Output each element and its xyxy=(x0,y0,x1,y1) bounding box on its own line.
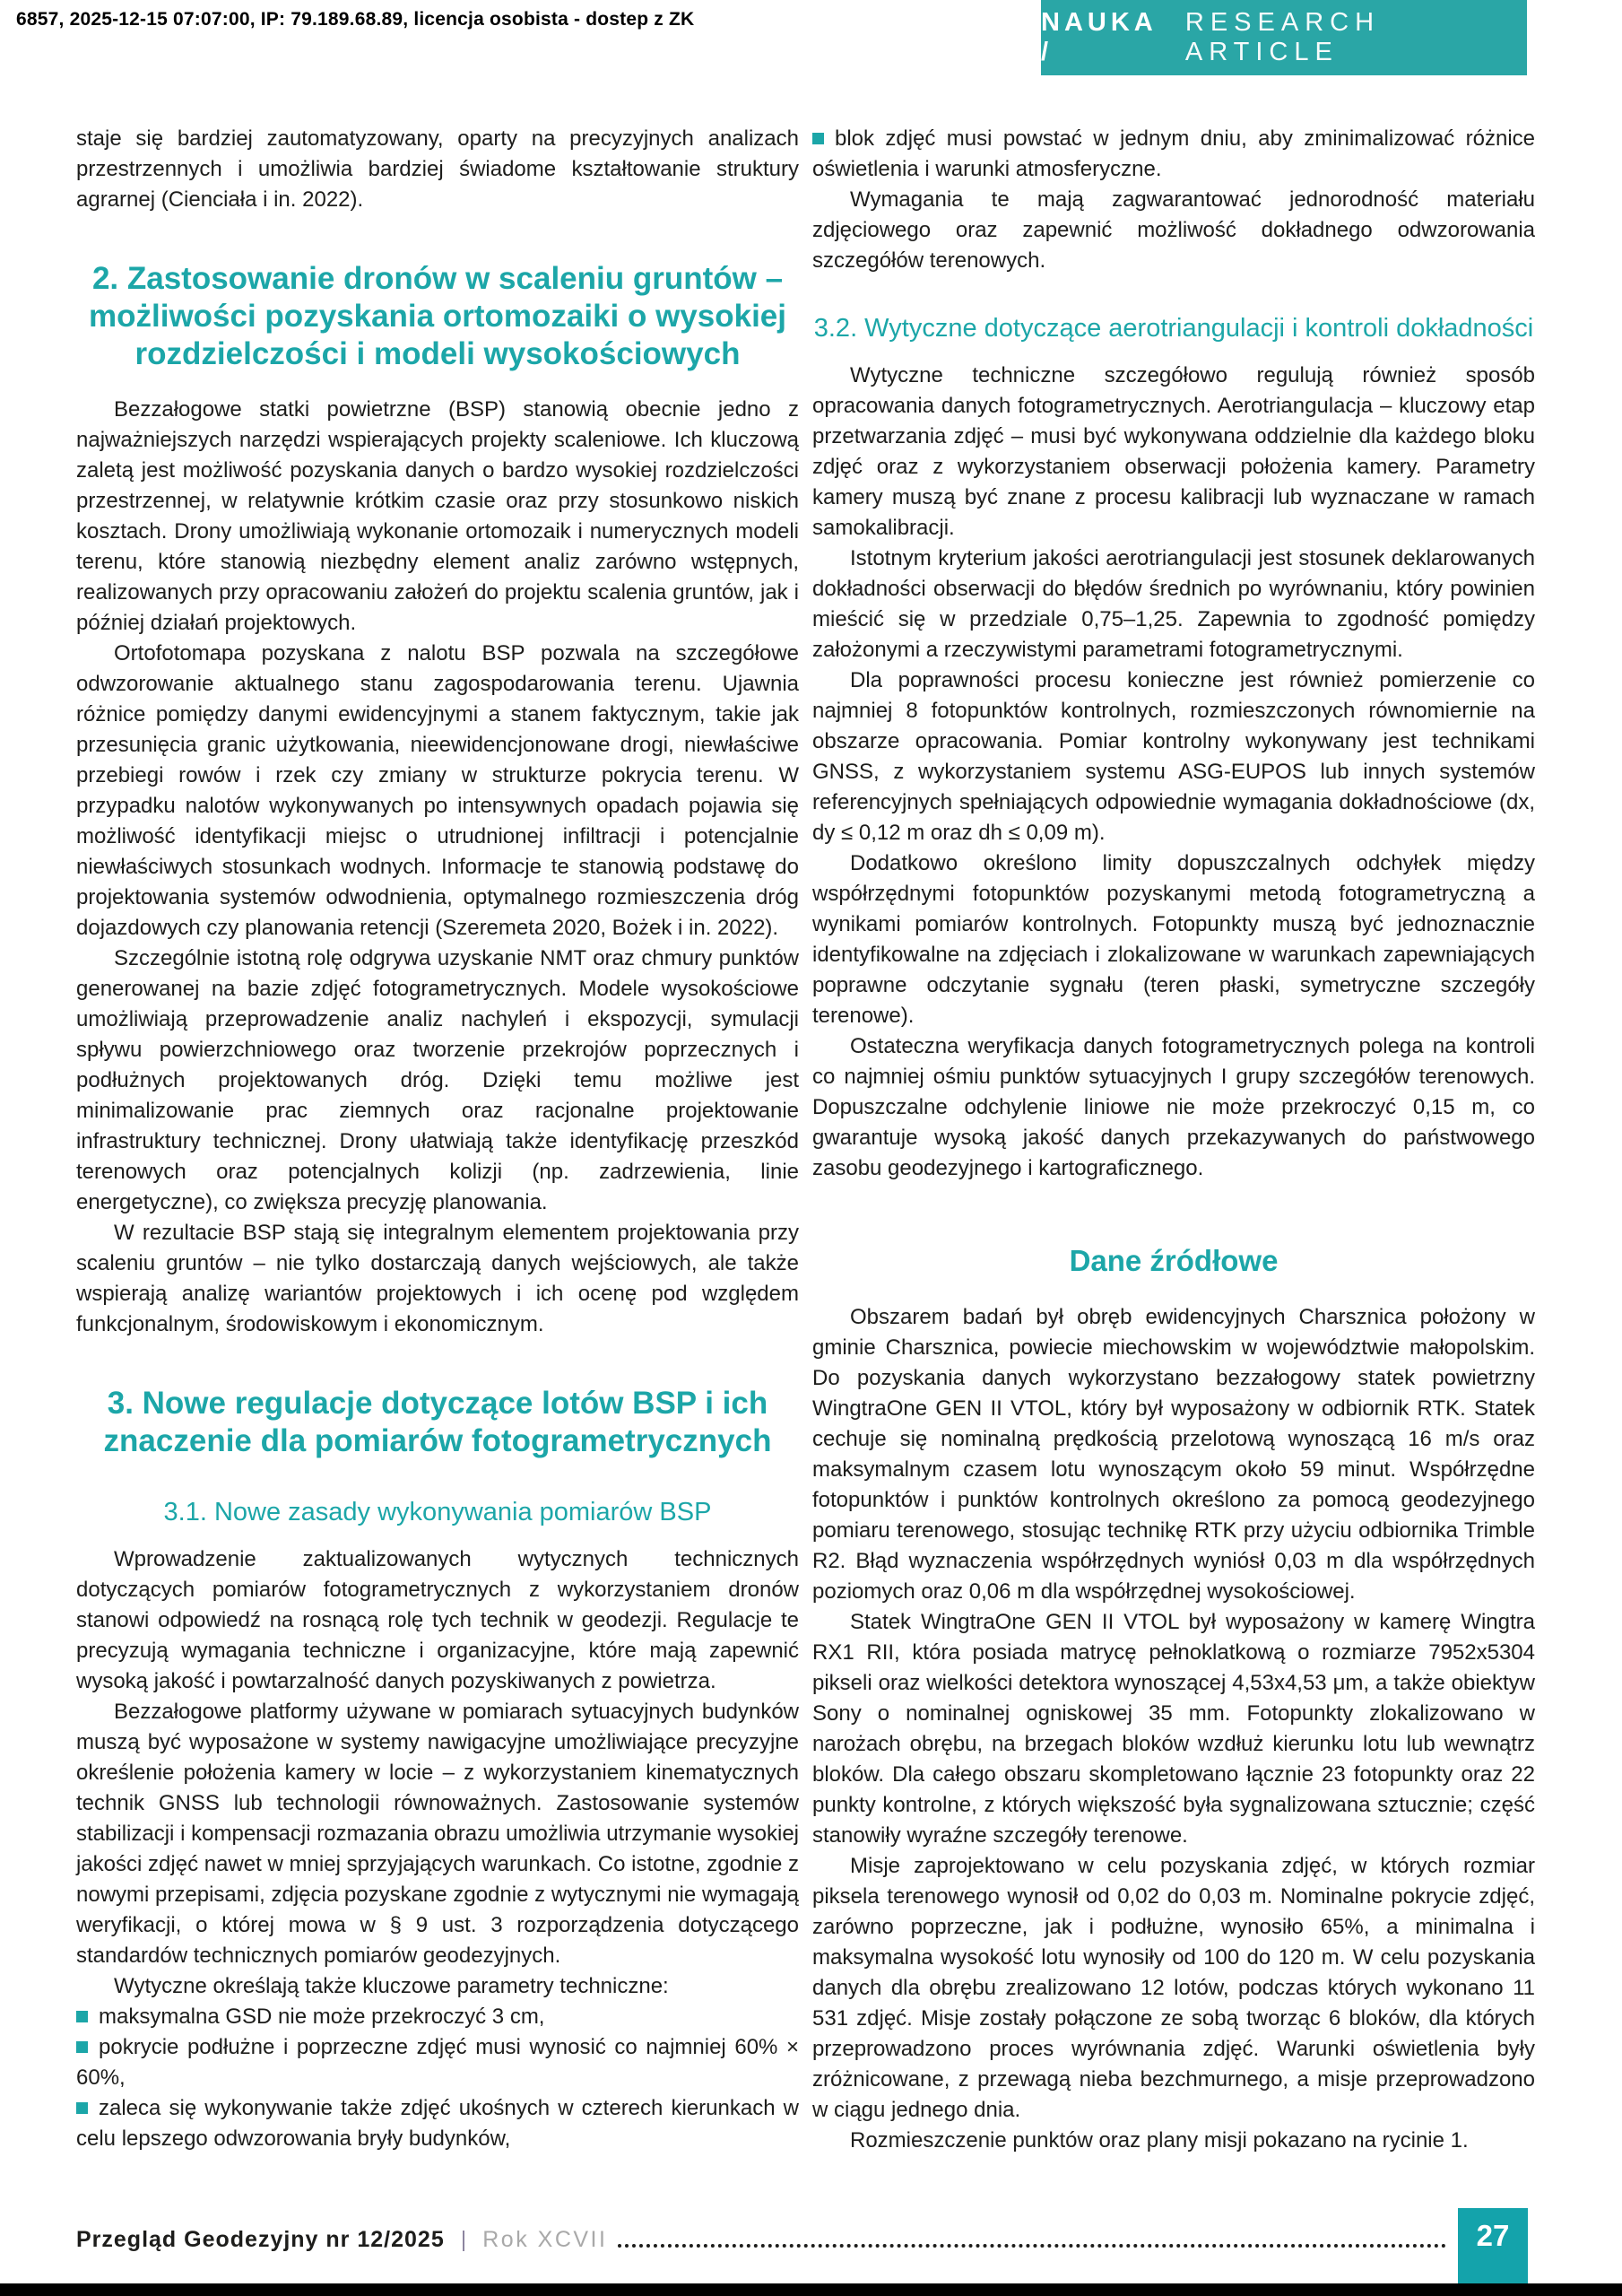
paragraph: Dla poprawności procesu konieczne jest również pomierzenie co najmniej 8 fotopunktów kontrolnych, rozmieszczonych równomiernie na obszarze opracowania. Pomiar kontrolny wykonywany jest technikami GNSS, z wykorzystaniem systemu ASG-EUPOS lub innych systemów referencyjnych spełniających odpowiednie wymagania dokładnościowe (dx, dy ≤ 0,12 m oraz dh ≤ 0,09 m). xyxy=(812,668,1535,845)
paragraph: Statek WingtraOne GEN II VTOL był wyposażony w kamerę Wingtra RX1 RII, która posiada matrycę pełnoklatkową o rozmiarze 7952x5304 pikseli oraz wielkości detektora wynoszącej 4,53x4,53 μm, a także obiektyw Sony o nominalnej ogniskowej 35 mm. Fotopunkty zlokalizowano w narożach obrębu, na brzegach bloków wzdłuż kierunku lotu lub wewnątrz bloków. Dla całego obszaru skompletowano łącznie 23 fotopunkty oraz 22 punkty kontrolne, z których większość była sygnalizowana sztucznie; część stanowiły wyraźne szczegóły terenowe. xyxy=(812,1610,1535,1848)
paragraph: Ortofotomapa pozyskana z nalotu BSP pozwala na szczegółowe odwzorowanie aktualnego stanu zagospodarowania terenu. Ujawnia różnice pomiędzy danymi ewidencyjnymi a stanem faktycznym, takie jak przesunięcia granic użytkowania, nieewidencjonowane drogi, niewłaściwe przebiegi rowów i rzek czy zmiany w strukturze pokrycia terenu. W przypadku nalotów wykonywanych po intensywnych opadach pojawia się możliwość identyfikacji miejsc o utrudnionej infiltracji i potencjalnie niewłaściwych stosunkach wodnych. Informacje te stanowią podstawę do projektowania systemów odwodnienia, optymalnego rozmieszczenia dróg dojazdowych czy planowania retencji (Szeremeta 2020, Bożek i in. 2022). xyxy=(76,641,799,940)
list-item-text: pokrycie podłużne i poprzeczne zdjęć musi wynosić co najmniej 60% × 60%, xyxy=(76,2035,799,2090)
paragraph: Wymagania te mają zagwarantować jednorodność materiału zdjęciowego oraz zapewnić możliwość dokładnego odwzorowania szczegółów terenowych. xyxy=(812,187,1535,273)
list-item-text: zaleca się wykonywanie także zdjęć ukośnych w czterech kierunkach w celu lepszego odwzorowania bryły budynków, xyxy=(76,2096,799,2151)
paragraph: Wprowadzenie zaktualizowanych wytycznych technicznych dotyczących pomiarów fotogrametrycznych z wykorzystaniem dronów stanowi odpowiedź na rosnącą rolę tych technik w geodezji. Regulacje te precyzują wymagania techniczne i organizacyjne, które mają zapewnić wysoką jakość i powtarzalność danych pozyskiwanych z powietrza. xyxy=(76,1547,799,1693)
paragraph: Rozmieszczenie punktów oraz plany misji pokazano na rycinie 1. xyxy=(850,2128,1469,2152)
paragraph: Misje zaprojektowano w celu pozyskania zdjęć, w których rozmiar piksela terenowego wynosił od 0,02 do 0,03 m. Nominalne pokrycie zdjęć, zarówno poprzeczne, jak i podłużne, wynosiło 65%, a minimalna i maksymalna wysokość lotu wynosiły od 100 do 120 m. W celu pozyskania danych dla obrębu zrealizowano 12 lotów, podczas których wykonano 11 531 zdjęć. Misje zostały połączone ze sobą tworząc 6 bloków, dla których przeprowadzono proces wyrównania zdjęć. Warunki oświetlenia były zróżnicowane, z przewagą nieba bezchmurnego, a misje przeprowadzono w ciągu jednego dnia. xyxy=(812,1854,1535,2122)
paragraph: Istotnym kryterium jakości aerotriangulacji jest stosunek deklarowanych dokładności obserwacji do błędów średnich po wyrównaniu, który powinien mieścić się w przedziale 0,75–1,25. Zapewnia to zgodność pomiędzy założonymi a rzeczywistymi parametrami fotogrametrycznymi. xyxy=(812,546,1535,662)
paragraph-intro-continuation: staje się bardziej zautomatyzowany, oparty na precyzyjnych analizach przestrzennych i umożliwia bardziej świadome kształtowanie struktury agrarnej (Cienciała i in. 2022). xyxy=(76,126,799,212)
section-3-1-heading: 3.1. Nowe zasady wykonywania pomiarów BSP xyxy=(163,1498,712,1526)
list-item-text: maksymalna GSD nie może przekroczyć 3 cm, xyxy=(99,2005,545,2029)
source-data-heading: Dane źródłowe xyxy=(1069,1244,1279,1277)
volume-label: Rok XCVII xyxy=(482,2227,608,2252)
list-item xyxy=(76,2032,799,2093)
left-column xyxy=(76,124,799,2154)
page-footer xyxy=(76,2227,1446,2253)
section-3-heading: 3. Nowe regulacje dotyczące lotów BSP i ich znaczenie dla pomiarów fotogrametrycznych xyxy=(103,1386,772,1458)
section-2-heading: 2. Zastosowanie dronów w scaleniu gruntów – możliwości pozyskania ortomozaiki o wysokiej rozdzielczości i modeli wysokościowych xyxy=(89,261,786,371)
bullet-square-icon xyxy=(76,2102,88,2114)
paragraph: Wytyczne techniczne szczegółowo regulują również sposób opracowania danych fotogrametrycznych. Aerotriangulacja – kluczowy etap przetwarzania zdjęć – musi być wykonywana oddzielnie dla każdego bloku zdjęć oraz z wykorzystaniem obserwacji położenia kamery. Parametry kamery muszą być znane z procesu kalibracji lub wyznaczane w ramach samokalibracji. xyxy=(812,363,1535,540)
paragraph: Dodatkowo określono limity dopuszczalnych odchyłek między współrzędnymi fotopunktów pozyskanymi metodą fotogrametryczną a wynikami pomiarów kontrolnych. Fotopunkty muszą być jednoznacznie identyfikowalne na zdjęciach i zlokalizowane w warunkach zapewniających poprawne odczytanie sygnału (teren płaski, symetryczne szczegóły terenowe). xyxy=(812,851,1535,1028)
banner-label-research-article: RESEARCH ARTICLE xyxy=(1184,8,1381,66)
list-item xyxy=(76,2093,799,2154)
bottom-black-bar xyxy=(0,2283,1622,2296)
license-watermark-line: 6857, 2025-12-15 07:07:00, IP: 79.189.68.89, licencja osobista - dostep z ZK xyxy=(16,9,695,30)
bullet-square-icon xyxy=(76,2011,88,2022)
footer-separator: | xyxy=(460,2227,467,2252)
list-item-text: blok zdjęć musi powstać w jednym dniu, aby zminimalizować różnice oświetlenia i warunki atmosferyczne. xyxy=(812,126,1535,181)
paragraph: Bezzałogowe statki powietrzne (BSP) stanowią obecnie jedno z najważniejszych narzędzi wspierających projekty scaleniowe. Ich kluczową zaletą jest możliwość pozyskania danych o bardzo wysokiej rozdzielczości przestrzennej, w relatywnie krótkim czasie oraz przy stosunkowo niskich kosztach. Drony umożliwiają wykonanie ortomozaik i numerycznych modeli terenu, które stanowią niezbędny element analiz zarówno wstępnych, realizowanych przy opracowaniu założeń do projektu scalenia gruntów, jak i później działań projektowych. xyxy=(76,397,799,635)
section-3-2-heading: 3.2. Wytyczne dotyczące aerotriangulacji i kontroli dokładności xyxy=(813,314,1534,343)
bullet-square-icon xyxy=(76,2041,88,2053)
list-item xyxy=(812,124,1535,185)
dotted-leader xyxy=(618,2244,1446,2248)
paragraph: Obszarem badań był obręb ewidencyjnych Charsznica położony w gminie Charsznica, powiecie miechowskim w województwie małopolskim. Do pozyskania danych wykorzystano bezzałogowy statek powietrzny WingtraOne GEN II VTOL, który był wyposażony w odbiornik RTK. Statek cechuje się nominalną prędkością przelotową wynoszącą 16 m/s oraz maksymalnym czasem lotu wynoszącym około 59 minut. Współrzędne fotopunktów i punktów kontrolnych określono za pomocą geodezyjnego pomiaru terenowego, stosując technikę RTK przy użyciu odbiornika Trimble R2. Błąd wyznaczenia współrzędnych wyniósł 0,03 m dla współrzędnych poziomych oraz 0,06 m dla współrzędnej wysokościowej. xyxy=(812,1305,1535,1604)
list-item xyxy=(76,2002,799,2032)
paragraph: Szczególnie istotną rolę odgrywa uzyskanie NMT oraz chmury punktów generowanej na bazie zdjęć fotogrametrycznych. Modele wysokościowe umożliwiają przeprowadzenie analiz nachyleń i ekspozycji, symulacji spływu powierzchniowego oraz tworzenie przekrojów poprzecznych i podłużnych projektowanych dróg. Dzięki temu możliwe jest minimalizowanie prac ziemnych oraz racjonalne projektowanie infrastruktury technicznej. Drony ułatwiają także identyfikację przeszkód terenowych oraz potencjalnych kolizji (np. zadrzewienia, linie energetyczne), co zwiększa precyzję planowania. xyxy=(76,946,799,1214)
right-column xyxy=(812,124,1535,2156)
page-number-badge: 27 xyxy=(1458,2208,1528,2283)
paragraph: Bezzałogowe platformy używane w pomiarach sytuacyjnych budynków muszą być wyposażone w systemy nawigacyjne umożliwiające precyzyjne określenie położenia kamery w locie – z wykorzystaniem kinematycznych technik GNSS lub technologii równoważnych. Zastosowanie systemów stabilizacji i kompensacji rozmazania obrazu umożliwia utrzymanie wysokiej jakości zdjęć nawet w mniej sprzyjających warunkach. Co istotne, zgodnie z nowymi przepisami, zdjęcia pozyskane zgodnie z wytycznymi nie wymagają weryfikacji, o której mowa w § 9 ust. 3 rozporządzenia dotyczącego standardów technicznych pomiarów geodezyjnych. xyxy=(76,1700,799,1968)
paragraph: W rezultacie BSP stają się integralnym elementem projektowania przy scaleniu gruntów – nie tylko dostarczają danych wejściowych, ale także wspierają analizę wariantów projektowych i ich ocenę pod względem funkcjonalnym, środowiskowym i ekonomicznym. xyxy=(76,1221,799,1336)
banner-label-nauka: NAUKA / xyxy=(1041,8,1157,66)
paragraph: Ostateczna weryfikacja danych fotogrametrycznych polega na kontroli co najmniej ośmiu punktów sytuacyjnych I grupy szczegółów terenowych. Dopuszczalne odchylenie liniowe nie może przekroczyć 0,15 m, co gwarantuje wysoką jakość danych przekazywanych do państwowego zasobu geodezyjnego i kartograficznego. xyxy=(812,1034,1535,1180)
research-article-banner xyxy=(1041,0,1527,75)
bullet-square-icon xyxy=(812,133,824,144)
list-intro-paragraph: Wytyczne określają także kluczowe parametry techniczne: xyxy=(114,1974,669,1998)
journal-title: Przegląd Geodezyjny nr 12/2025 xyxy=(76,2227,445,2252)
